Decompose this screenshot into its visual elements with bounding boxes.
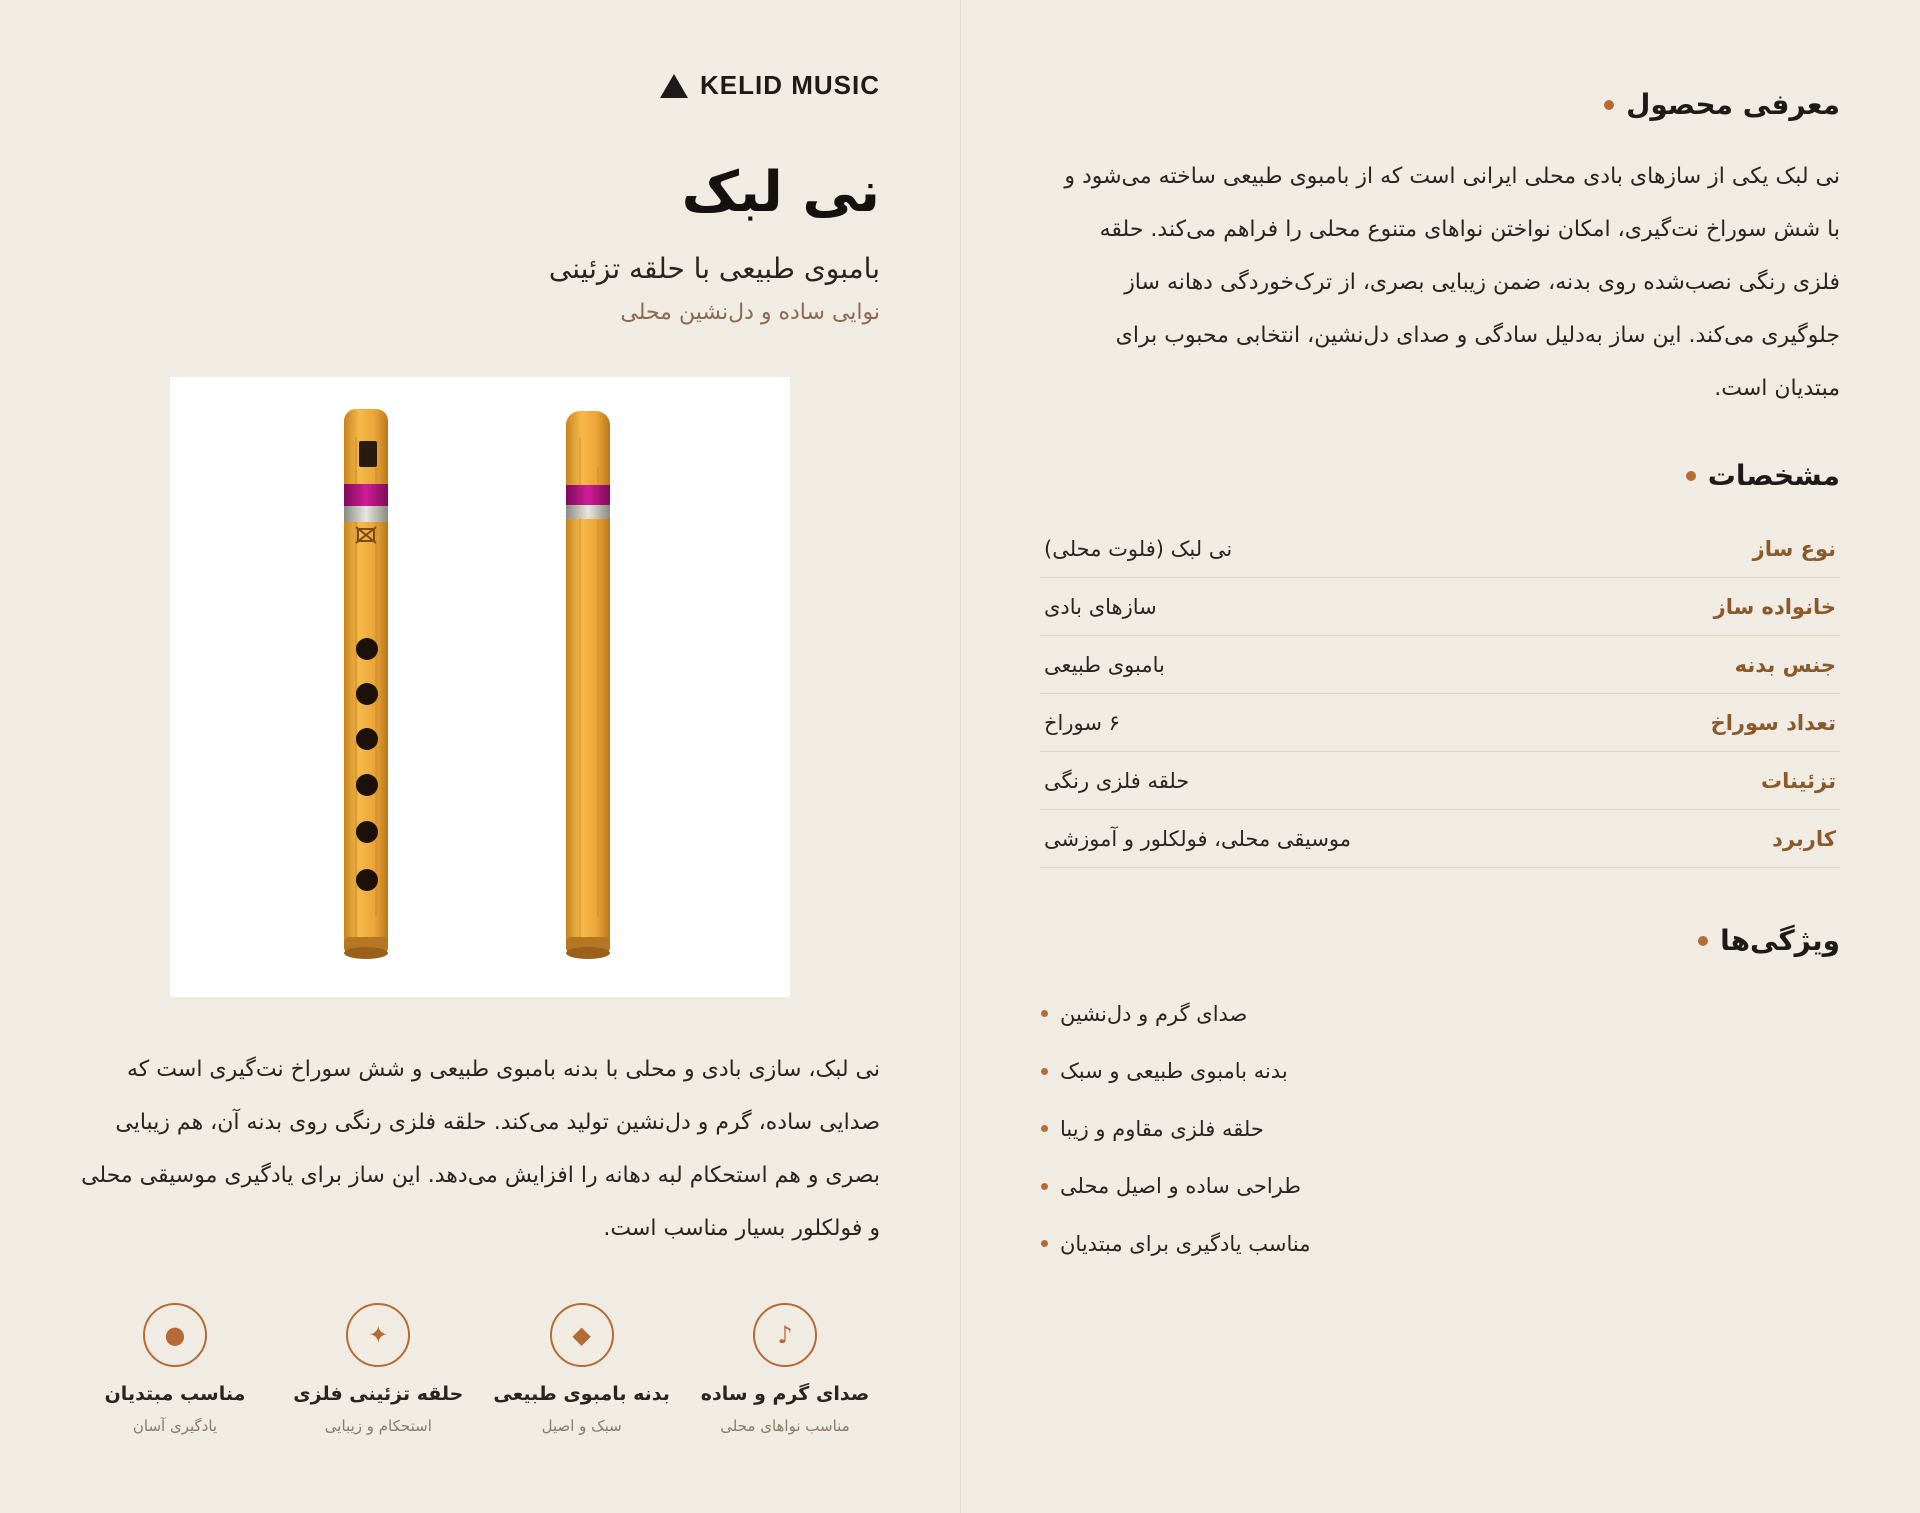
spec-value: بامبوی طبیعی (1040, 636, 1440, 694)
feature-text: صدای گرم و دل‌نشین (1060, 1001, 1248, 1026)
brand[interactable] (660, 70, 880, 101)
intro-heading (1604, 88, 1840, 121)
features-list (1041, 985, 1841, 1273)
table-row (1040, 810, 1840, 868)
feature-text: مناسب یادگیری برای مبتدیان (1060, 1231, 1311, 1256)
badge-bamboo-body (482, 1303, 682, 1463)
specs-table (1040, 520, 1840, 868)
list-item (1041, 1158, 1841, 1216)
badge-subtitle: سبک و اصیل (541, 1417, 622, 1435)
flute-left (344, 409, 388, 959)
spec-value: حلقه فلزی رنگی (1040, 752, 1440, 810)
heading-dot-icon (1686, 471, 1696, 481)
dot-icon: ● (143, 1303, 207, 1367)
diamond-icon: ◆ (550, 1303, 614, 1367)
features-heading-text: ویژگی‌ها (1720, 924, 1840, 957)
brand-name: KELID MUSIC (700, 70, 880, 100)
spec-label: کاربرد (1440, 810, 1840, 868)
spec-label: خانواده ساز (1440, 578, 1840, 636)
table-row (1040, 636, 1840, 694)
intro-heading-text: معرفی محصول (1626, 88, 1840, 121)
badge-beginners (75, 1303, 275, 1463)
product-tagline: نوایی ساده و دل‌نشین محلی (620, 300, 880, 325)
list-item (1041, 985, 1841, 1043)
flute-illustration (170, 377, 790, 997)
heading-dot-icon (1604, 100, 1614, 110)
product-title: نی لبک (681, 160, 880, 225)
list-item (1041, 1100, 1841, 1158)
specs-heading (1686, 459, 1840, 492)
music-note-icon: ♪ (753, 1303, 817, 1367)
product-subtitle: بامبوی طبیعی با حلقه تزئینی (548, 252, 880, 285)
badge-subtitle: مناسب نواهای محلی (720, 1417, 850, 1435)
flute-right (566, 411, 610, 959)
spec-label: تعداد سوراخ (1440, 694, 1840, 752)
feature-badges (75, 1303, 885, 1463)
table-row (1040, 694, 1840, 752)
intro-text: نی لبک یکی از سازهای بادی محلی ایرانی است که از بامبوی طبیعی ساخته می‌شود و با شش سوراخ نت‌گیری، امکان نواختن نواهای متنوع محلی را فراهم می‌کند. حلقه فلزی رنگی نصب‌شده روی بدنه، ضمن زیبایی بصری، از ترک‌خوردگی دهانه ساز جلوگیری می‌کند. این ساز به‌دلیل سادگی و صدای دل‌نشین، انتخابی محبوب برای مبتدیان است. (1064, 164, 1840, 401)
table-row (1040, 520, 1840, 578)
triangle-logo-icon (660, 74, 688, 98)
feature-text: بدنه بامبوی طبیعی و سبک (1060, 1059, 1288, 1084)
badge-warm-sound (685, 1303, 885, 1463)
product-image (170, 377, 790, 997)
heading-dot-icon (1698, 936, 1708, 946)
badge-title: مناسب مبتدیان (104, 1383, 246, 1405)
spec-value: ۶ سوراخ (1040, 694, 1440, 752)
badge-metal-ring (278, 1303, 478, 1463)
sparkle-icon: ✦ (346, 1303, 410, 1367)
spec-value: موسیقی محلی، فولکلور و آموزشی (1040, 810, 1440, 868)
bullet-icon (1041, 1068, 1048, 1075)
bullet-icon (1041, 1240, 1048, 1247)
bullet-icon (1041, 1183, 1048, 1190)
spec-label: نوع ساز (1440, 520, 1840, 578)
specs-heading-text: مشخصات (1707, 459, 1840, 492)
spec-value: نی لبک (فلوت محلی) (1040, 520, 1440, 578)
badge-subtitle: استحکام و زیبایی (324, 1417, 432, 1435)
badge-title: حلقه تزئینی فلزی (293, 1383, 464, 1405)
bullet-icon (1041, 1010, 1048, 1017)
badge-subtitle: یادگیری آسان (132, 1417, 218, 1435)
badge-title: بدنه بامبوی طبیعی (493, 1383, 670, 1405)
product-description: نی لبک، سازی بادی و محلی با بدنه بامبوی طبیعی و شش سوراخ نت‌گیری است که صدایی ساده، گرم و دل‌نشین تولید می‌کند. حلقه فلزی رنگی روی بدنه آن، هم زیبایی بصری و هم استحکام لبه دهانه را افزایش می‌دهد. این ساز برای یادگیری موسیقی محلی و فولکلور بسیار مناسب است. (81, 1057, 880, 1241)
table-row (1040, 752, 1840, 810)
spec-label: جنس بدنه (1440, 636, 1840, 694)
table-row (1040, 578, 1840, 636)
badge-title: صدای گرم و ساده (700, 1383, 870, 1405)
features-heading (1698, 924, 1840, 957)
spec-label: تزئینات (1440, 752, 1840, 810)
list-item (1041, 1043, 1841, 1101)
spec-value: سازهای بادی (1040, 578, 1440, 636)
list-item (1041, 1215, 1841, 1273)
feature-text: طراحی ساده و اصیل محلی (1060, 1174, 1301, 1199)
right-column (961, 0, 1920, 1513)
feature-text: حلقه فلزی مقاوم و زیبا (1060, 1116, 1264, 1141)
bullet-icon (1041, 1125, 1048, 1132)
